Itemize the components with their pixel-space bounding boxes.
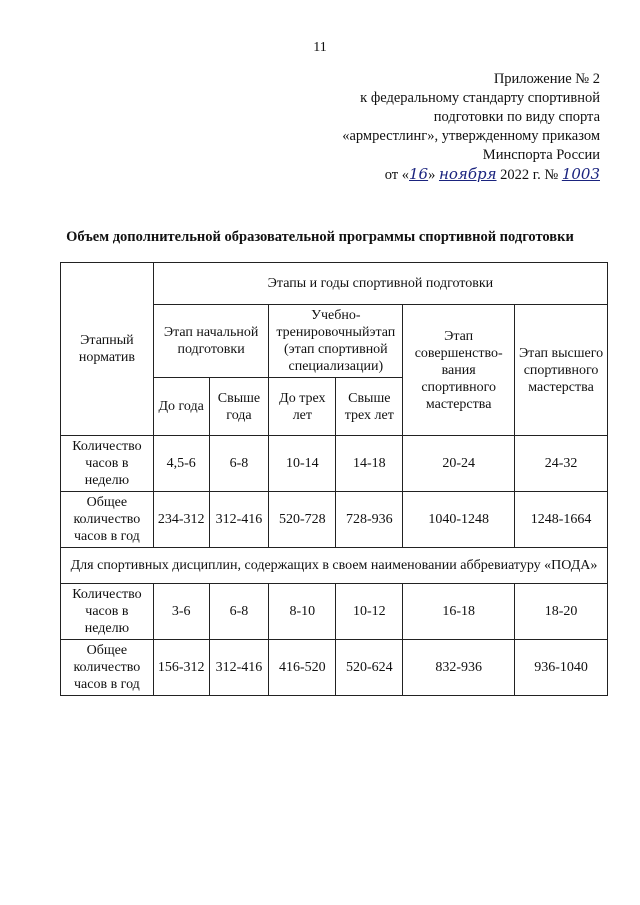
- table-cell: 6-8: [209, 584, 269, 640]
- table-cell: 936-1040: [515, 640, 608, 696]
- subheader-up-to-year: До года: [153, 378, 209, 436]
- row-label: Количество часов в неделю: [61, 436, 154, 492]
- row-label: Общее количество часов в год: [61, 640, 154, 696]
- table-cell: 20-24: [403, 436, 515, 492]
- table-cell: 18-20: [515, 584, 608, 640]
- table-row: [61, 584, 608, 640]
- table-cell: 3-6: [153, 584, 209, 640]
- stage-improvement-header: Этап совершенство-вания спортивного мастерства: [403, 305, 515, 436]
- annex-block: [300, 70, 600, 185]
- date-year: 2022 г. №: [500, 167, 559, 183]
- annex-line: Приложение № 2: [493, 71, 600, 87]
- table-cell: 156-312: [153, 640, 209, 696]
- table-cell: 1248-1664: [515, 492, 608, 548]
- program-volume-table: [60, 262, 608, 696]
- date-prefix: от «: [384, 167, 410, 183]
- table-cell: 10-12: [336, 584, 403, 640]
- table-cell: 832-936: [403, 640, 515, 696]
- table-cell: 416-520: [269, 640, 336, 696]
- table-cell: 234-312: [153, 492, 209, 548]
- table-cell: 520-728: [269, 492, 336, 548]
- subheader-over-three: Свыше трех лет: [336, 378, 403, 436]
- handwritten-order-number: 1003: [561, 165, 600, 183]
- table-cell: 312-416: [209, 640, 269, 696]
- table-cell: 6-8: [209, 436, 269, 492]
- table-cell: 16-18: [403, 584, 515, 640]
- table-cell: 10-14: [269, 436, 336, 492]
- document-title: Объем дополнительной образовательной программы спортивной подготовки: [66, 229, 574, 245]
- annex-line: к федеральному стандарту спортивной: [360, 90, 600, 106]
- col-header-normative: Этапный норматив: [61, 263, 154, 436]
- date-mid: »: [428, 167, 436, 183]
- subheader-over-year: Свыше года: [209, 378, 269, 436]
- table-row: [61, 640, 608, 696]
- annex-line: «армрестлинг», утвержденному приказом: [342, 128, 600, 144]
- annex-line: Минспорта России: [482, 147, 600, 163]
- page-number: 11: [313, 40, 327, 55]
- table-cell: 520-624: [336, 640, 403, 696]
- handwritten-month: ноября: [438, 165, 497, 183]
- table-cell: 728-936: [336, 492, 403, 548]
- table-cell: 24-32: [515, 436, 608, 492]
- annex-line: подготовки по виду спорта: [433, 109, 600, 125]
- table-cell: 8-10: [269, 584, 336, 640]
- table-cell: 1040-1248: [403, 492, 515, 548]
- table-row: [61, 436, 608, 492]
- row-label: Общее количество часов в год: [61, 492, 154, 548]
- table-cell: 4,5-6: [153, 436, 209, 492]
- handwritten-day: 16: [409, 165, 429, 183]
- subheader-up-to-three: До трех лет: [269, 378, 336, 436]
- stage-initial-header: Этап начальной подготовки: [153, 305, 269, 378]
- annex-date-line: [300, 165, 600, 185]
- group-header: Этапы и годы спортивной подготовки: [153, 263, 607, 305]
- row-label: Количество часов в неделю: [61, 584, 154, 640]
- stage-training-header: Учебно-тренировочныйэтап (этап спортивной специализации): [269, 305, 403, 378]
- table-cell: 14-18: [336, 436, 403, 492]
- stage-higher-header: Этап высшего спортивного мастерства: [515, 305, 608, 436]
- poda-note: Для спортивных дисциплин, содержащих в своем наименовании аббревиатуру «ПОДА»: [61, 548, 608, 584]
- table-row: [61, 492, 608, 548]
- table-cell: 312-416: [209, 492, 269, 548]
